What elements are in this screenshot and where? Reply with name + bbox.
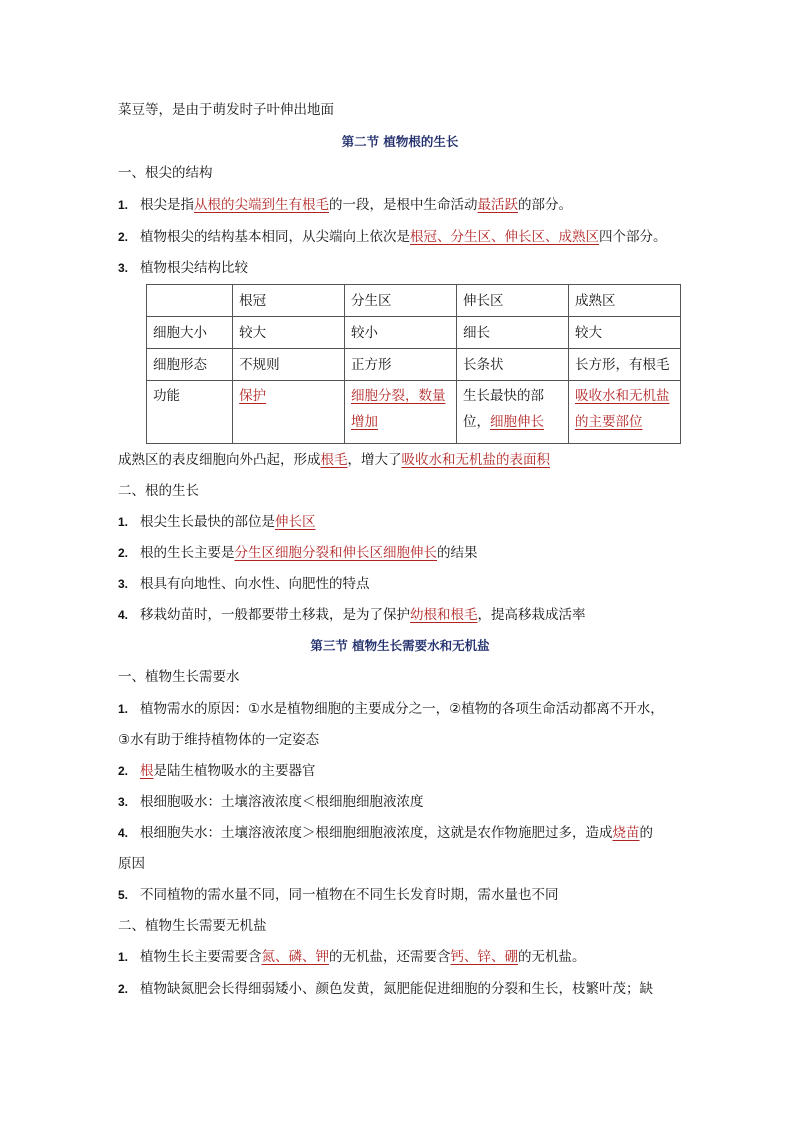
table-cell: 不规则 <box>233 349 345 381</box>
list-item <box>118 823 653 843</box>
part-2-title: 二、根的生长 <box>118 483 199 499</box>
answer-blank: 吸收水和无机盐的表面积 <box>401 452 550 468</box>
table-cell <box>344 381 456 444</box>
list-item-continuation: ③水有助于维持植物体的一定姿态 <box>118 732 320 748</box>
root-tip-comparison-table <box>146 284 681 444</box>
text: 根的生长主要是 <box>140 545 235 561</box>
text: 的无机盐，还需要含 <box>329 949 451 965</box>
text: 植物需水的原因：①水是植物细胞的主要成分之一，②植物的各项生命活动都离不开水， <box>140 701 664 717</box>
table-cell <box>568 381 680 444</box>
list-item <box>118 512 316 532</box>
item-number: 2. <box>118 230 129 244</box>
item-number: 4. <box>118 608 129 622</box>
answer-blank: 钙、锌、硼 <box>450 949 518 965</box>
table-header-cell: 成熟区 <box>568 285 680 317</box>
list-item <box>118 947 586 967</box>
text: 植物根尖结构比较 <box>140 260 248 276</box>
part-1-title: 一、根尖的结构 <box>118 165 213 181</box>
list-item <box>118 195 572 215</box>
text: 植物生长主要需要含 <box>140 949 262 965</box>
item-number: 3. <box>118 261 129 275</box>
list-item <box>118 258 248 278</box>
answer-blank: 烧苗 <box>612 825 640 841</box>
item-number: 2. <box>118 982 129 996</box>
list-item-continuation: 原因 <box>118 856 145 872</box>
answer-blank: 分生区细胞分裂和伸长区细胞伸长 <box>234 545 437 561</box>
table-header-cell: 伸长区 <box>456 285 568 317</box>
answer-blank: 幼根和根毛 <box>410 607 478 623</box>
text: ，增大了 <box>347 452 402 468</box>
answer-blank: 细胞分裂，数量增加 <box>350 388 446 430</box>
item-number: 2. <box>118 764 129 778</box>
list-item <box>118 699 664 719</box>
text: 根细胞失水：土壤溶液浓度＞根细胞细胞液浓度，这就是农作物施肥过多，造成 <box>140 825 613 841</box>
item-number: 3. <box>118 577 129 591</box>
answer-blank: 根毛 <box>320 452 348 468</box>
answer-blank: 从根的尖端到生有根毛 <box>194 197 329 213</box>
text: 的结果 <box>437 545 478 561</box>
table-cell: 较大 <box>568 317 680 349</box>
table-cell <box>456 381 568 444</box>
table-cell: 功能 <box>147 381 233 444</box>
answer-blank: 根 <box>140 763 154 779</box>
item-number: 1. <box>118 515 129 529</box>
table-cell: 长方形，有根毛 <box>568 349 680 381</box>
table-header-cell: 根冠 <box>233 285 345 317</box>
text: 的部分。 <box>518 197 572 213</box>
text: 四个部分。 <box>599 229 667 245</box>
text: 根具有向地性、向水性、向肥性的特点 <box>140 576 370 592</box>
table-header-cell: 分生区 <box>344 285 456 317</box>
item-number: 1. <box>118 198 129 212</box>
table-cell: 正方形 <box>344 349 456 381</box>
item-number: 5. <box>118 888 129 902</box>
text: 根尖是指 <box>140 197 194 213</box>
table-cell: 细胞大小 <box>147 317 233 349</box>
text: 根尖生长最快的部位是 <box>140 514 275 530</box>
table-cell: 较小 <box>344 317 456 349</box>
item-number: 1. <box>118 950 129 964</box>
list-item <box>118 885 559 905</box>
list-item <box>118 792 424 812</box>
table-header-row <box>147 285 681 317</box>
answer-blank: 保护 <box>239 388 267 404</box>
section-2-title: 第二节 植物根的生长 <box>341 134 459 149</box>
part-1-title: 一、植物生长需要水 <box>118 669 240 685</box>
answer-blank: 氮、磷、钾 <box>261 949 329 965</box>
table-row <box>147 349 681 381</box>
answer-blank: 根冠、分生区、伸长区、成熟区 <box>410 229 599 245</box>
table-row-function <box>147 381 681 444</box>
item-number: 3. <box>118 795 129 809</box>
list-item <box>118 979 653 999</box>
list-item <box>118 543 478 563</box>
answer-blank: 吸收水和无机盐的主要部位 <box>574 388 670 430</box>
table-cell: 长条状 <box>456 349 568 381</box>
text: 植物根尖的结构基本相同，从尖端向上依次是 <box>140 229 410 245</box>
item-number: 4. <box>118 826 129 840</box>
item-number: 1. <box>118 702 129 716</box>
table-cell <box>233 381 345 444</box>
text: 成熟区的表皮细胞向外凸起，形成 <box>118 452 321 468</box>
table-cell <box>147 285 233 317</box>
section-3-title: 第三节 植物生长需要水和无机盐 <box>310 638 490 653</box>
text: ，提高移栽成活率 <box>477 607 586 623</box>
text: 移栽幼苗时，一般都要带土移栽，是为了保护 <box>140 607 410 623</box>
paragraph <box>118 450 550 470</box>
text: 根细胞吸水：土壤溶液浓度＜根细胞细胞液浓度 <box>140 794 424 810</box>
part-2-title: 二、植物生长需要无机盐 <box>118 918 267 934</box>
answer-blank: 伸长区 <box>275 514 316 530</box>
continuation-line: 菜豆等，是由于萌发时子叶伸出地面 <box>118 102 334 118</box>
text: 的 <box>639 825 653 841</box>
text: 不同植物的需水量不同，同一植物在不同生长发育时期，需水量也不同 <box>140 887 559 903</box>
table-cell: 细胞形态 <box>147 349 233 381</box>
table-cell: 较大 <box>233 317 345 349</box>
item-number: 2. <box>118 546 129 560</box>
list-item <box>118 227 667 247</box>
table-row <box>147 317 681 349</box>
list-item <box>118 605 586 625</box>
answer-blank: 最活跃 <box>477 197 518 213</box>
text: 的一段，是根中生命活动 <box>329 197 478 213</box>
text: 的无机盐。 <box>518 949 586 965</box>
list-item <box>118 574 370 594</box>
list-item <box>118 761 316 781</box>
text: 生长最快的部位， <box>462 388 544 430</box>
text: 植物缺氮肥会长得细弱矮小、颜色发黄，氮肥能促进细胞的分裂和生长，枝繁叶茂；缺 <box>140 981 653 997</box>
text: 是陆生植物吸水的主要器官 <box>153 763 316 779</box>
table-cell: 细长 <box>456 317 568 349</box>
answer-blank: 细胞伸长 <box>489 414 544 430</box>
